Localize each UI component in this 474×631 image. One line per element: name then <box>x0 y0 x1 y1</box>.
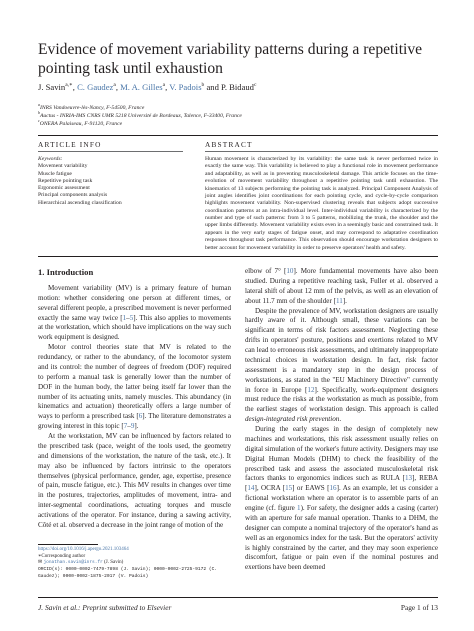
keyword-item: Movement variability <box>38 163 88 170</box>
author-affiliation-marker: a <box>113 82 116 89</box>
author-name[interactable]: M. A. Gilles <box>120 82 163 92</box>
keyword-item: Principal components analysis <box>38 192 108 199</box>
body-paragraph: elbow of 7° [10]. More fundamental movements have also been studied. During a repetitive reaching task, Fuller et al. observed a lateral shift of about 12 mm of the pelvis, as well as an elevation of about 11.7 mm of the shoulder [11]. <box>245 267 438 305</box>
affiliation-c-marker: c <box>38 118 40 123</box>
citation-link[interactable]: 7 <box>123 422 128 431</box>
email-icon: ✉ <box>38 560 43 566</box>
left-column <box>38 268 231 531</box>
affiliation-c-text: ONERA Palaiseau, F-91120, France <box>39 120 123 127</box>
header-rule <box>38 135 438 136</box>
keyword-item: Repetitive pointing task <box>38 177 93 184</box>
keyword-item: Muscle fatigue <box>38 170 72 177</box>
citation-link[interactable]: 14 <box>247 484 255 493</box>
abstract-text: Human movement is characterized by its variability: the same task is never performed twice in exactly the same way. This variability is believed to play a functional role in movement performance and adaptability, as well as in preventing musculoskeletal damage. This article focuses on the time-evolution of movement variability throughout a repetitive pointing task until exhaustion. The kinematics of 13 subjects performing the pointing task is analyzed. Principal Component Analysis of joint angles identifies joint coordinations for each pointing cycle, and cycle-by-cycle comparison highlights movement variability. Non-supervised clustering reveals that subjects adopt successive coordination patterns at an intra-individual level. Inter-individual variability is characterized by the number and type of such patterns: from 3 to 5 patterns, mobilizing the trunk, the shoulder and the upper limbs differently. Movement variability exists even in a seemingly basic and constrained task. It appears in the very early stages of fatigue onset, and may correspond to adaptative coordination responses throughout task performance. This observation should encourage workstation designers to better account for movement variability in order to preserve operators' health and safety. <box>205 156 438 251</box>
abstract-bottom-rule <box>38 256 438 257</box>
body-paragraph: Despite the prevalence of MV, workstation designers are usually hardly aware of it. Although small, these variations can be significant in terms of risk factors assessment. Neglecting these drifts in operators' posture, positions and exertions related to MV can lead to erroneous risk assessments, and ultimately inappropriate technical choices in workstation design. In fact, risk factor assessment is a mandatory step in the design process of workstations, as stated in the "EU Machinery Directive" currently in force in Europe [12]. Specifically, work-equipment designers must reduce the risks at the workstation as much as possible, from the earliest stages of workstation design. This approach is called design-integrated risk prevention. <box>245 306 438 424</box>
affiliation-b-marker: b <box>38 110 40 115</box>
citation-link[interactable]: 1 <box>122 313 127 322</box>
author-and: and <box>206 82 219 92</box>
body-paragraph: During the early stages in the design of completely new machines and workstations, this risk assessment usually relies on digital simulation of the worker's future activity. Designers may use Digital Human Models (DHM) to check the feasibility of the prescribed task and assess the associated musculoskeletal risk factors thanks to ergonomics indices such as RULA [13], REBA [14], OCRA [15] or EAWS [16]. As an example, let us consider a fictional workstation where an operator is to assemble parts of an engine (cf. figure 1). For safety, the designer adds a casing (carter) with an aperture for safe manual operation. Thanks to a DHM, the designer can compute a nominal trajectory of the operator's hand as well as an ergonomics index for the task. But the operators' activity is highly constrained by the carter, and they may soon experience discomfort, fatigue or pain even if the nominal postures and exertions have been deemed <box>245 425 439 572</box>
article-info-rule <box>38 151 183 152</box>
author-email-link[interactable]: jonathan.savin@inrs.fr <box>43 560 103 566</box>
keywords-block <box>38 156 183 207</box>
doi-link[interactable]: https://doi.org/10.1016/j.apergo.2021.103464 <box>38 547 129 552</box>
footnote-rule <box>38 544 98 545</box>
affiliation-b-text: Auctus - INRIA-IMS CNRS UMR 5218 Université de Bordeaux, Talence, F-33400, France <box>40 112 242 119</box>
footer-preprint-note: J. Savin et al.: Preprint submitted to Elsevier <box>38 603 172 612</box>
author-affiliation-marker: a <box>162 82 166 89</box>
author-name[interactable]: V. Padois <box>169 82 202 92</box>
citation-link[interactable]: 10 <box>286 267 294 275</box>
left-column-body <box>38 284 231 531</box>
author-name: P. Bidaud <box>221 82 254 92</box>
orcid-line-2: Gaudez); 0000-0002-1875-2017 (V. Padois) <box>38 573 149 579</box>
article-info-heading: ARTICLE INFO <box>38 140 102 149</box>
body-paragraph: Movement variability (MV) is a primary feature of human motion: whether considering one person at different times, or several different people, a prescribed movement is never performed exactly the same way twice [1–5]. This also applies to movements at the workstation, which should have implications on the way such work equipment is designed. <box>38 283 231 342</box>
citation-link[interactable]: 9 <box>130 422 135 431</box>
author-name[interactable]: C. Gaudez <box>77 82 114 92</box>
keyword-item: Ergonomic assessment <box>38 185 90 192</box>
footer-rule <box>38 597 438 598</box>
affiliation-c <box>38 117 438 128</box>
section-heading-introduction: 1. Introduction <box>38 267 94 277</box>
author-affiliation-marker: a,∗ <box>65 82 73 89</box>
body-paragraph: Motor control theories state that MV is related to the redundancy, or rather to the abundancy, of the locomotor system and its control: the number of degrees of freedom (DOF) required to perform a manual task is generally lower than the number of DOF in the human body, the latter being itself far lower than the number of its actuating units, namely muscles. This abundancy (in kinematics and actuation) theoretically offers a large number of ways to perform a prescribed task [6]. The literature demonstrates a growing interest in this topic [7–9]. <box>38 343 231 431</box>
citation-link[interactable]: 13 <box>404 474 413 483</box>
citation-link[interactable]: 5 <box>129 313 134 322</box>
abstract-rule <box>205 151 438 152</box>
keyword-item: Hierarchical ascending classification <box>38 199 122 206</box>
author-list: J. Savin$^{a,∗}$, C. Gaudez$^a$, M. A. Gilles$^a$, V. Padois$^b$ and P. Bidaud$^c$ <box>38 82 257 92</box>
abstract-heading: ABSTRACT <box>205 140 253 149</box>
citation-link[interactable]: 12 <box>307 385 315 394</box>
footer-page-number: Page 1 of 13 <box>400 603 438 612</box>
citation-link[interactable]: 15 <box>285 484 293 493</box>
footnotes: https://doi.org/10.1016/j.apergo.2021.103464 ∗Corresponding author ✉ jonathan.savin@inrs.fr (J. Savin) ORCID(s): 0000-0002-7479-7898 (J. Savin); 0000-0002-2725-9172 (C. Gaudez); 0000-0002-1875-2017 (V. Padois) <box>38 547 231 581</box>
author-affiliation-marker: c <box>253 82 257 89</box>
affiliation-a-text: INRS Vandoeuvre-lès-Nancy, F-54500, France <box>40 104 145 111</box>
author-affiliation-marker: b <box>201 82 205 89</box>
citation-link[interactable]: 1 <box>297 504 301 512</box>
affiliation-a-marker: a <box>38 102 40 107</box>
right-column <box>245 267 438 573</box>
author-name: J. Savin <box>38 82 66 92</box>
citation-link[interactable]: 16 <box>329 484 337 493</box>
keywords-label: Keywords: <box>38 156 63 162</box>
emphasized-term: design-integrated risk prevention <box>245 415 340 424</box>
body-paragraph: At the workstation, MV can be influenced by factors related to the prescribed task (pace, weight of the tools used, the geometry and dimensions of the workstation, the nature of the task, etc.). It may also be influenced by factors intrinsic to the operators themselves (physical performance, gender, age, expertise, presence of pain, muscle fatigue, etc.). This MV results in changes over time in the postures, trajectories, amplitudes of movement, intra- and inter-segmental coordinations, actuating torques and muscle activations of the operator. For instance, during a sawing activity, Côté et al. observed a decrease in the joint range of motion of the <box>38 432 231 529</box>
citation-link[interactable]: 6 <box>138 412 143 421</box>
citation-link[interactable]: 11 <box>335 296 343 305</box>
email-owner: (J. Savin) <box>104 560 124 566</box>
right-column-body <box>245 267 438 573</box>
orcid-line-1: ORCID(s): 0000-0002-7479-7898 (J. Savin); 0000-0002-2725-9172 (C. <box>38 567 218 573</box>
corresponding-author-note: Corresponding author <box>41 553 86 559</box>
paper-title: Evidence of movement variability patterns during a repetitive pointing task until exhaustion <box>38 41 423 77</box>
